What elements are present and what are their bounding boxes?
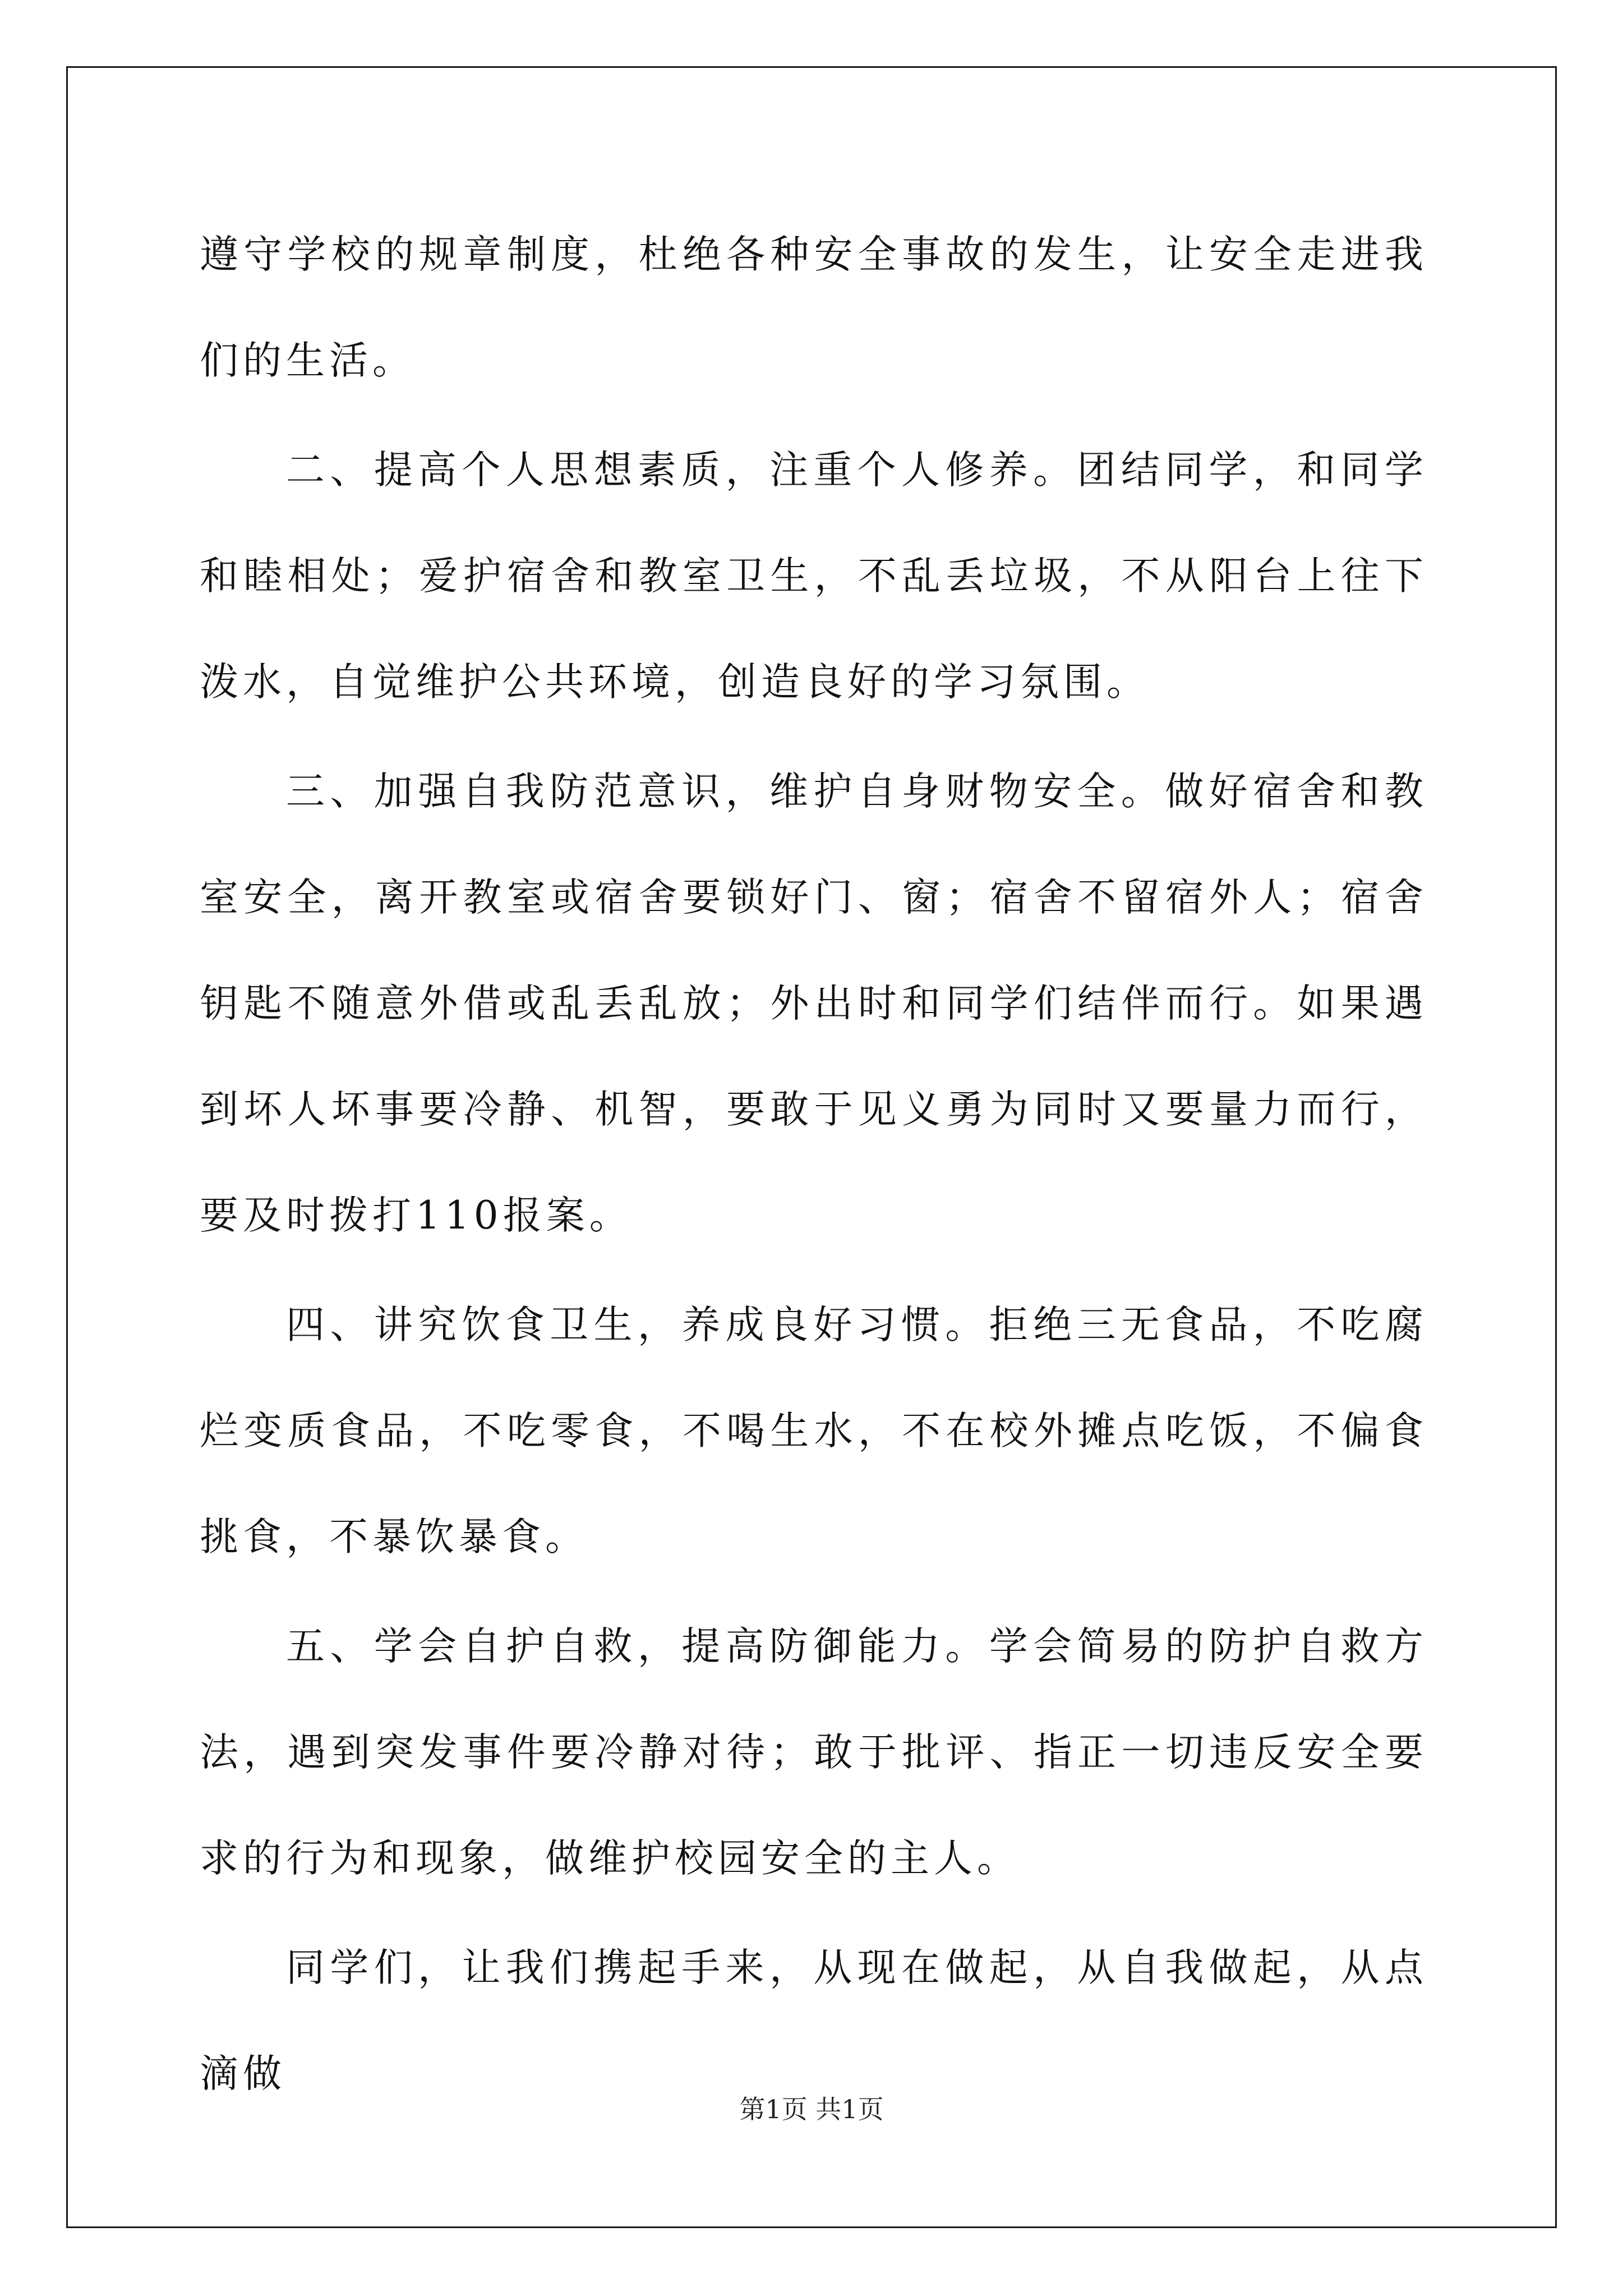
page-number-footer: 第1页 共1页 [739, 2094, 884, 2124]
paragraph-item-4: 四、讲究饮食卫生，养成良好习惯。拒绝三无食品，不吃腐烂变质食品，不吃零食，不喝生水，不在校外摊点吃饭，不偏食挑食，不暴饮暴食。 [200, 1303, 1428, 1559]
paragraph-continuation: 遵守学校的规章制度，杜绝各种安全事故的发生，让安全走进我们的生活。 [200, 232, 1428, 383]
paragraph-item-3: 三、加强自我防范意识，维护自身财物安全。做好宿舍和教室安全，离开教室或宿舍要锁好门、窗；宿舍不留宿外人；宿舍钥匙不随意外借或乱丢乱放；外出时和同学们结伴而行。如果遇到坏人坏事要冷静、机智，要敢于见义勇为同时又要量力而行，要及时拨打110报案。 [200, 769, 1428, 1238]
paragraph-closing: 同学们，让我们携起手来，从现在做起，从自我做起，从点滴做 [200, 1945, 1428, 2096]
paragraph-item-5: 五、学会自护自救，提高防御能力。学会简易的防护自救方法，遇到突发事件要冷静对待；敢于批评、指正一切违反安全要求的行为和现象，做维护校园安全的主人。 [200, 1624, 1428, 1881]
document-body [200, 202, 1428, 2131]
paragraph-item-2: 二、提高个人思想素质，注重个人修养。团结同学，和同学和睦相处；爱护宿舍和教室卫生，不乱丢垃圾，不从阳台上往下泼水，自觉维护公共环境，创造良好的学习氛围。 [200, 448, 1428, 705]
